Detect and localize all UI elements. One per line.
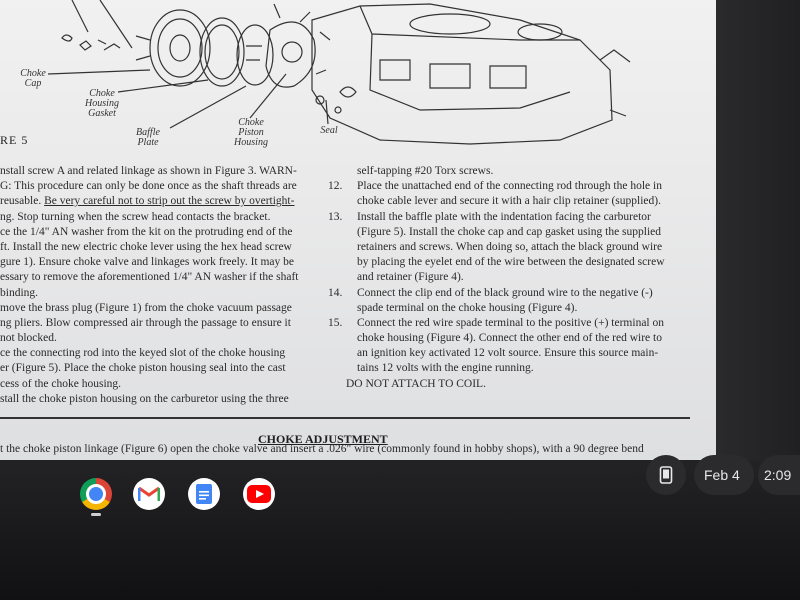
label-choke-housing-gasket: Choke Housing Gasket [85,88,119,119]
figure-label: RE 5 [0,133,29,147]
gmail-icon[interactable] [133,478,165,510]
left-line: gure 1). Ensure choke valve and linkages work freely. It may be [0,256,294,269]
list-item-12: 12. Place the unattached end of the connecting rod through the hole in [328,180,662,193]
left-line: G: This procedure can only be done once as the shaft threads are [0,180,297,193]
list-item-line: by placing the eyelet end of the wire between the designated screw [357,256,665,269]
caution-underlined: Be very careful not to strip out the screw by overtight- [44,195,295,208]
section-text: t the choke piston linkage (Figure 6) open the choke valve and insert a .026" wire (commonly found in hobby shops), with a 90 degree bend [0,443,644,455]
left-line: ft. Install the new electric choke lever using the hex head screw [0,240,292,253]
active-app-indicator [91,513,101,516]
list-item-line: and retainer (Figure 4). [357,271,464,284]
label-baffle-plate: Baffle Plate [136,127,160,148]
list-item-line: retainers and screws. When doing so, attach the black ground wire [357,240,663,253]
label-choke-cap: Choke Cap [20,68,46,89]
left-line: ng pliers. Blow compressed air through the passage to ensure it [0,316,291,329]
list-item-line: choke cable lever and secure it with a hair clip retainer (supplied). [357,195,661,208]
list-item-13: 13. Install the baffle plate with the indentation facing the carburetor [328,210,651,223]
list-item-line: tains 12 volts with the engine running. [357,362,534,375]
label-choke-piston-housing: Choke Piston Housing [234,117,268,148]
list-item-line: an ignition key activated 12 volt source. Ensure this source main- [357,347,659,360]
left-line: move the brass plug (Figure 1) from the choke vacuum passage [0,301,292,314]
section-divider [0,417,690,419]
left-line: essary to remove the aforementioned 1/4" AN washer if the shaft [0,271,299,284]
left-line: reusable. Be very careful not to strip out the screw by overtight- [0,195,295,208]
list-item-15: 15. Connect the red wire spade terminal to the positive (+) terminal on [328,316,664,329]
label-seal: Seal [320,125,338,136]
left-line: not blocked. [0,332,57,345]
left-line: stall the choke piston housing on the carburetor using the three [0,392,289,405]
left-line: er (Figure 5). Place the choke piston housing seal into the cast [0,362,286,375]
screen-bezel [716,0,800,460]
left-line: ce the connecting rod into the keyed slot of the choke housing [0,347,286,360]
docs-icon[interactable] [188,478,220,510]
phone-icon [659,466,673,484]
date-label: Feb 4 [704,467,740,483]
carburetor-diagram [0,0,716,160]
time-label: 2:09 [764,467,792,483]
youtube-icon[interactable] [243,478,275,510]
left-line: binding. [0,286,39,299]
left-line: ce the 1/4" AN washer from the kit on the protruding end of the [0,225,293,238]
list-item-14: 14. Connect the clip end of the black ground wire to the negative (-) [328,286,653,299]
list-item-line: (Figure 5). Install the choke cap and cap gasket using the supplied [357,225,662,238]
warning-text: DO NOT ATTACH TO COIL. [346,377,486,390]
right-column-text [328,164,678,392]
left-line: nstall screw A and related linkage as shown in Figure 3. WARN- [0,165,297,177]
list-item-line: spade terminal on the choke housing (Figure 4). [357,301,578,314]
left-line: ng. Stop turning when the screw head contacts the bracket. [0,210,271,223]
left-column-text [0,164,316,407]
right-continuation: self-tapping #20 Torx screws. [357,165,494,177]
chrome-icon[interactable] [80,478,112,510]
section-title: CHOKE ADJUSTMENT [258,432,388,446]
list-item-line: choke housing (Figure 4). Connect the other end of the red wire to [357,332,662,345]
left-line: cess of the choke housing. [0,377,122,390]
